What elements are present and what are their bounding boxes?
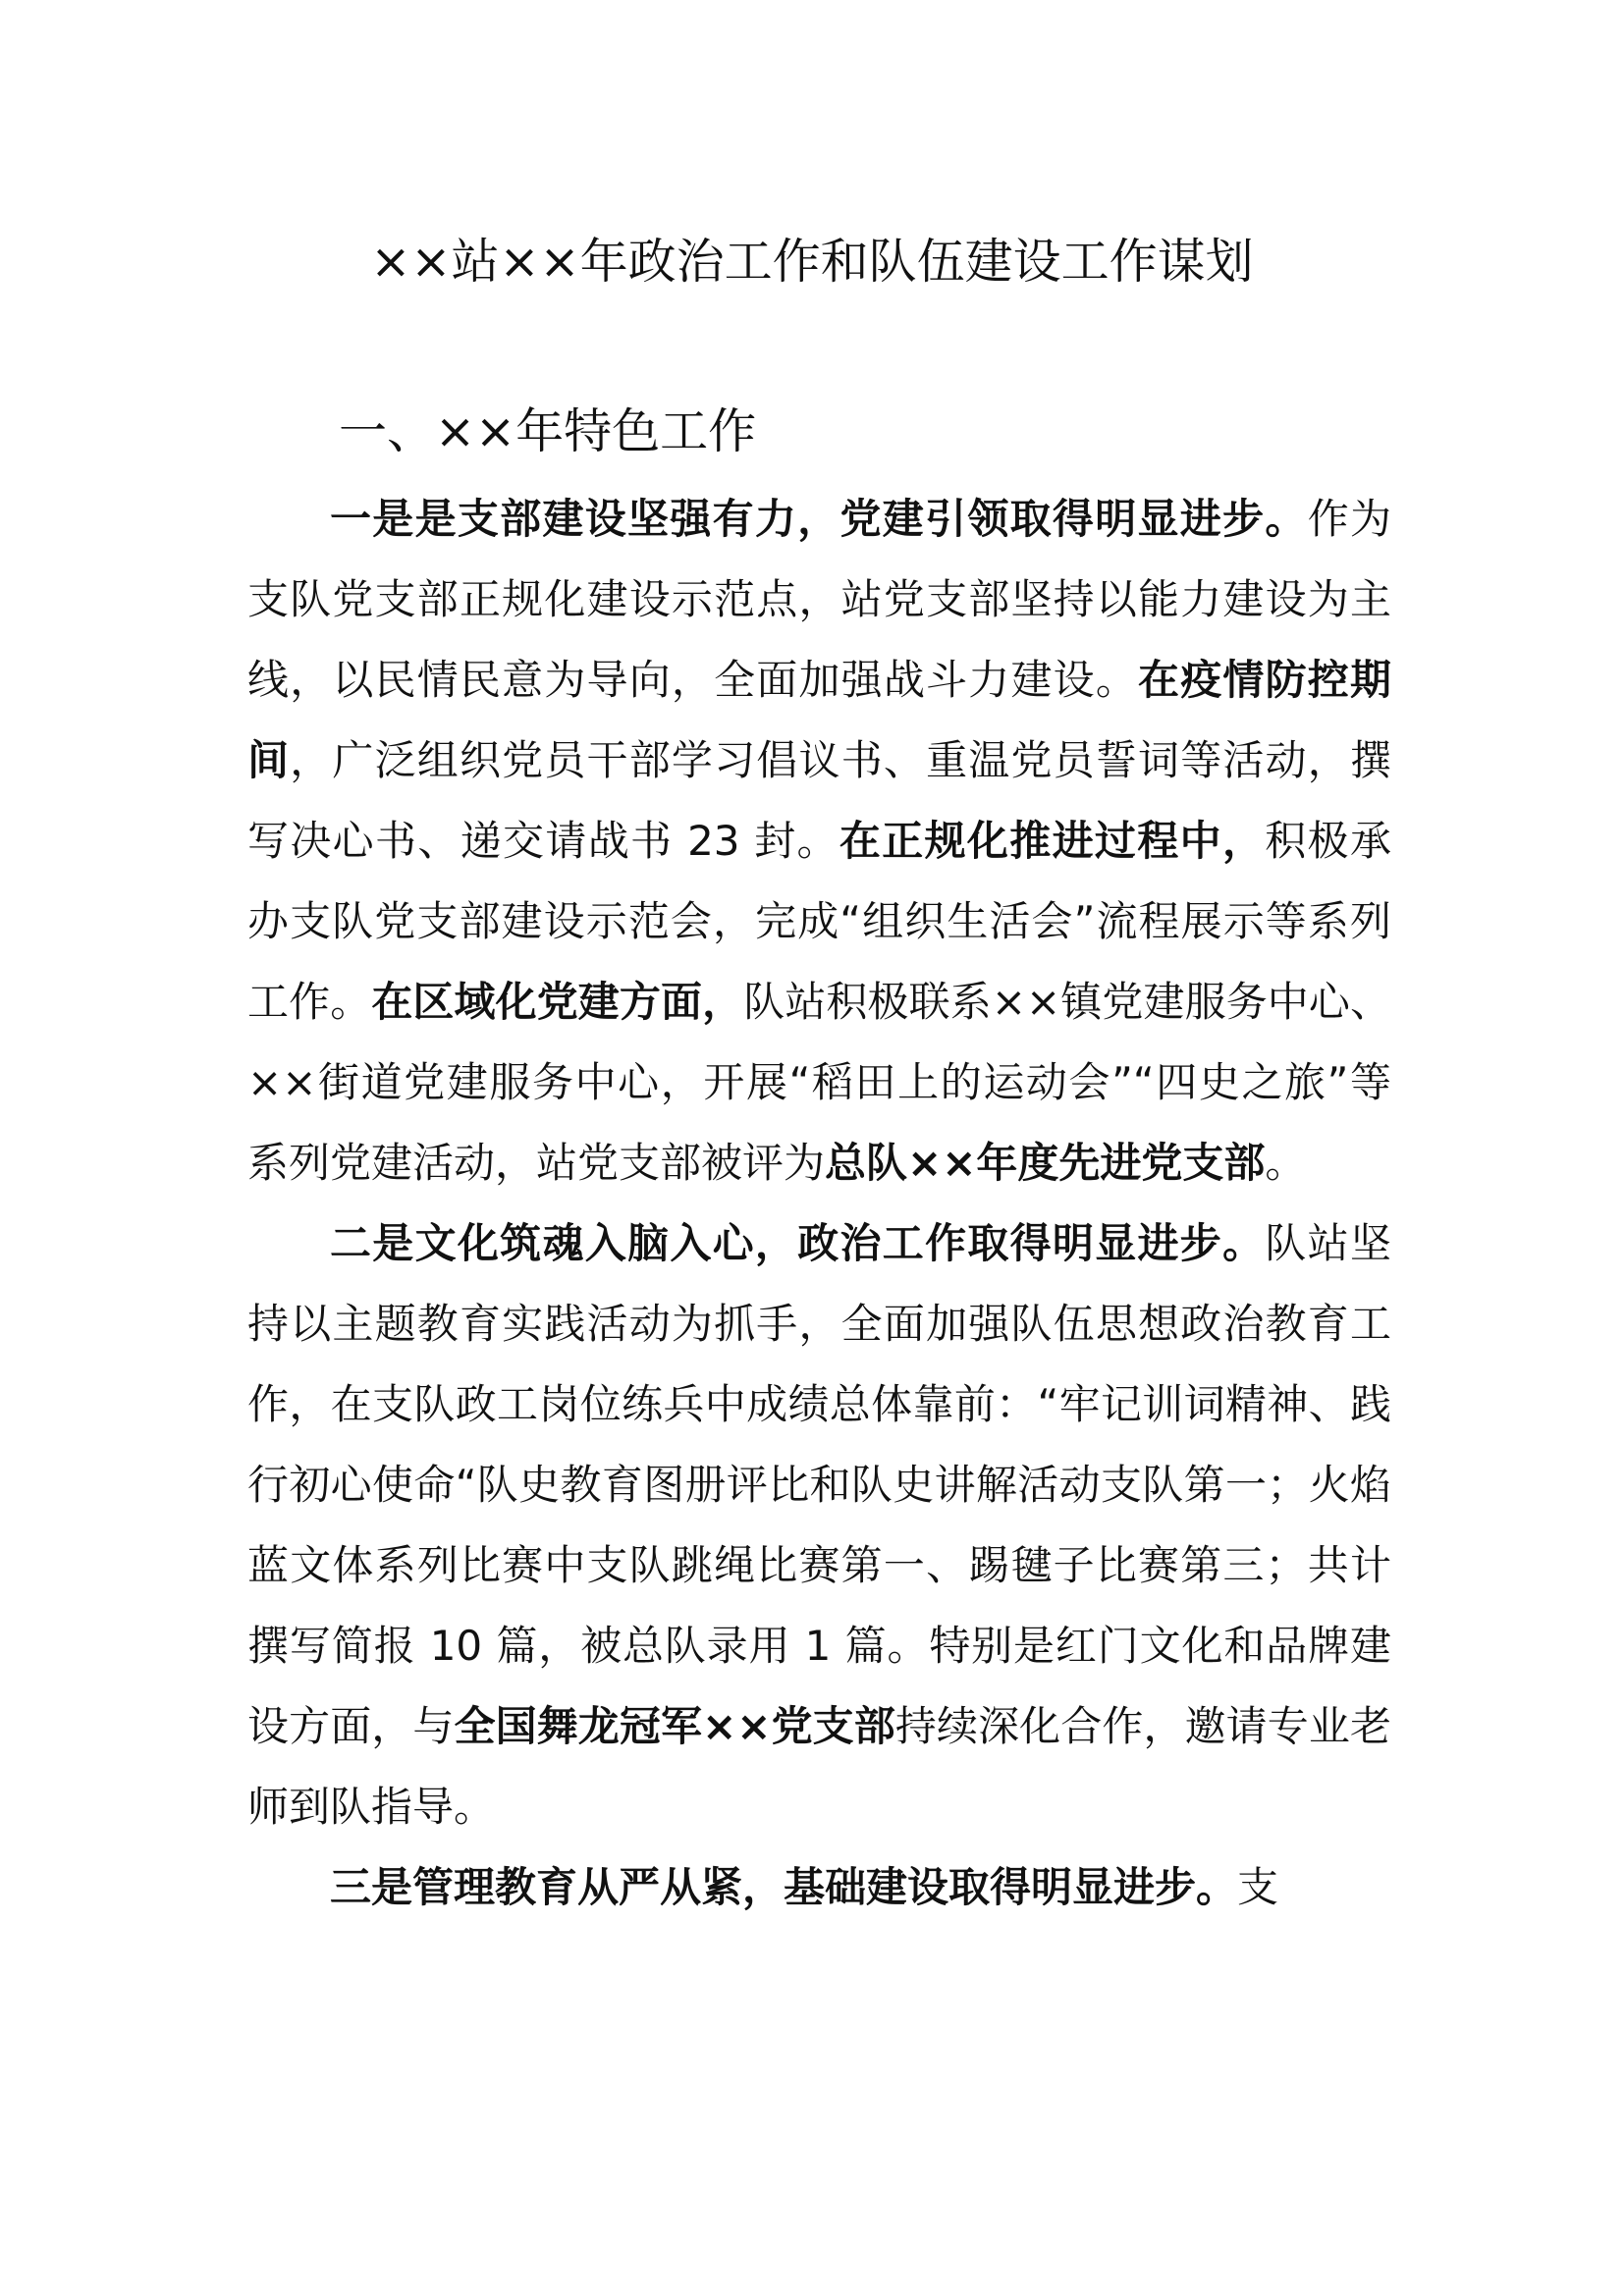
paragraph-1-emphasis: 总队××年度先进党支部 [825, 1139, 1266, 1187]
document-title: ××站××年政治工作和队伍建设工作谋划 [370, 234, 1254, 290]
paragraph-1-text: 积极承办支队党支部建设示范会，完成“组织生活会”流程展示等系列工作。 [247, 817, 1391, 1026]
section-heading: 一、××年特色工作 [339, 403, 757, 459]
document-body [247, 479, 1391, 1928]
paragraph-2-text: 持续深化合作，邀请专业老师到队指导。 [247, 1702, 1391, 1831]
paragraph-2 [247, 1203, 1391, 1847]
paragraph-1-text: 作为支队党支部正规化建设示范点，站党支部坚持以能力建设为主线，以民情民意为导向，全面加强战斗力建设。 [247, 495, 1391, 704]
paragraph-2-lead: 二是文化筑魂入脑入心，政治工作取得明显进步。 [330, 1219, 1266, 1267]
paragraph-1-text: ，广泛组织党员干部学习倡议书、重温党员誓词等活动，撰写决心书、递交请战书 23 封。 [247, 736, 1391, 865]
paragraph-2-text: 队站坚持以主题教育实践活动为抓手，全面加强队伍思想政治教育工作，在支队政工岗位练兵中成绩总体靠前：“牢记训词精神、践行初心使命“队史教育图册评比和队史讲解活动支队第一；火焰蓝文体系列比赛中支队跳绳比赛第一、踢毽子比赛第三；共计撰写简报 10 篇，被总队录用 1 篇。特别是红门文化和品牌建设方面，与 [247, 1219, 1391, 1750]
paragraph-1 [247, 479, 1391, 1203]
paragraph-1-emphasis: 在区域化党建方面， [371, 978, 744, 1026]
paragraph-1-emphasis: 在疫情防控期间 [247, 656, 1391, 784]
paragraph-1-text: 。 [1265, 1139, 1307, 1187]
paragraph-3-text: 支 [1237, 1863, 1279, 1911]
paragraph-3-lead: 三是管理教育从严从紧，基础建设取得明显进步。 [330, 1863, 1238, 1911]
paragraph-3 [247, 1847, 1391, 1928]
paragraph-1-lead: 一是是支部建设坚强有力，党建引领取得明显进步。 [330, 495, 1308, 543]
paragraph-1-text: 队站积极联系××镇党建服务中心、××街道党建服务中心，开展“稻田上的运动会”“四史之旅”等系列党建活动，站党支部被评为 [247, 978, 1391, 1187]
paragraph-1-emphasis: 在正规化推进过程中， [839, 817, 1266, 865]
paragraph-2-emphasis: 全国舞龙冠军××党支部 [454, 1702, 895, 1750]
